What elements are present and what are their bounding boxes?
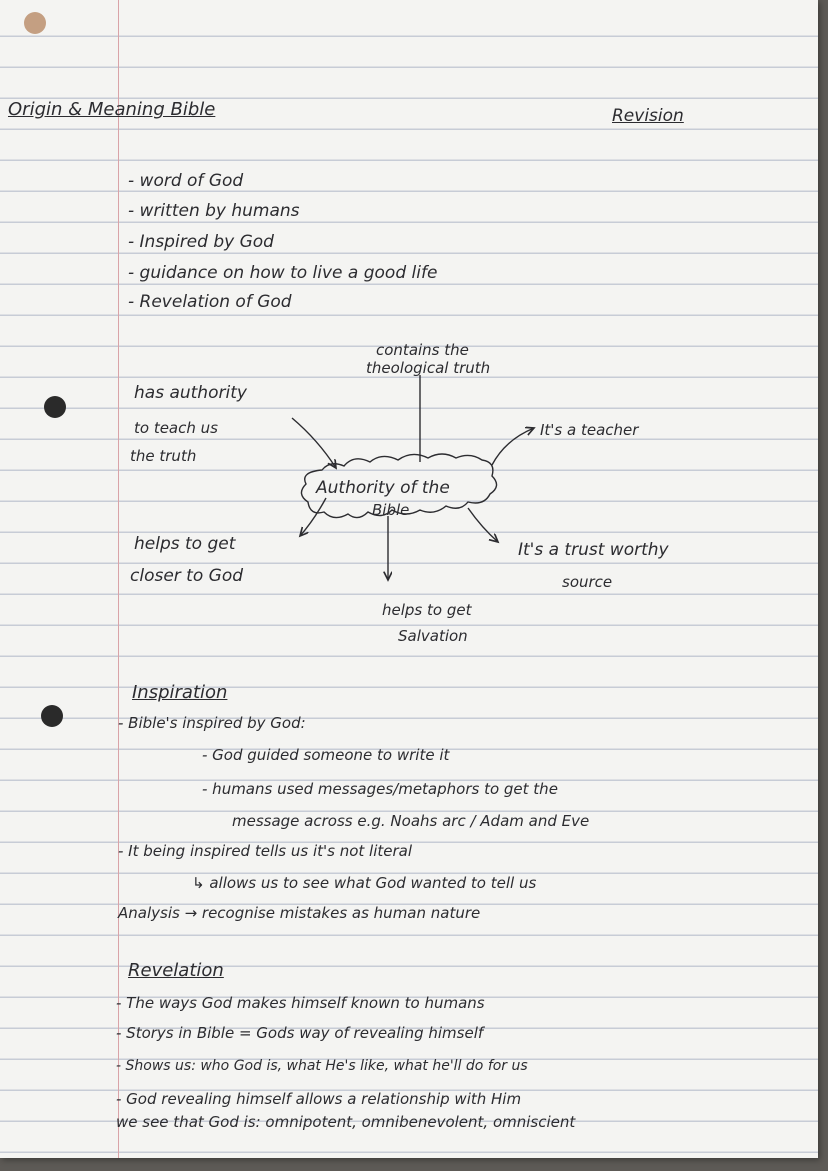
mindmap-right-bottom: source: [562, 573, 613, 591]
mindmap-left-top: has authority: [134, 383, 247, 403]
mindmap-top: theological truth: [366, 359, 491, 377]
origin-item: - Inspired by God: [128, 232, 274, 252]
arrow-left-bottom: [300, 498, 326, 536]
mindmap-top: contains the: [376, 341, 469, 359]
mindmap-bottom: Salvation: [398, 627, 468, 645]
mindmap-right-bottom: It's a trust worthy: [518, 540, 669, 560]
mindmap-center: Bible: [372, 501, 410, 519]
mindmap-center: Authority of the: [316, 478, 450, 498]
arrow-right-top: [492, 428, 534, 465]
mindmap-left-top: the truth: [130, 447, 197, 465]
mindmap-left-top: to teach us: [134, 419, 218, 437]
inspiration-line: message across e.g. Noahs arc / Adam and Eve: [232, 812, 590, 830]
revelation-line: - The ways God makes himself known to humans: [116, 994, 485, 1012]
inspiration-heading: Inspiration: [132, 682, 228, 703]
inspiration-line: Analysis → recognise mistakes as human nature: [118, 904, 481, 922]
arrow-right-bottom: [468, 508, 498, 542]
origin-item: - Revelation of God: [128, 292, 292, 312]
page-title: Origin & Meaning Bible: [8, 99, 216, 120]
inspiration-line: ↳ allows us to see what God wanted to tell us: [192, 874, 537, 892]
origin-item: - word of God: [128, 171, 244, 191]
revision-label: Revision: [612, 106, 684, 126]
revelation-heading: Revelation: [128, 960, 224, 981]
mindmap-left-bottom: closer to God: [130, 566, 244, 586]
revelation-line: - Storys in Bible = Gods way of revealing himself: [116, 1024, 484, 1042]
revelation-line: we see that God is: omnipotent, omnibenevolent, omniscient: [116, 1113, 576, 1131]
inspiration-line: - Bible's inspired by God:: [118, 714, 306, 732]
mindmap-right-top: It's a teacher: [540, 421, 639, 439]
origin-item: - guidance on how to live a good life: [128, 263, 438, 283]
mindmap-bottom: helps to get: [382, 601, 472, 619]
revelation-line: - God revealing himself allows a relationship with Him: [116, 1090, 522, 1108]
origin-item: - written by humans: [128, 201, 300, 221]
arrow-left-top: [292, 418, 336, 468]
revelation-line: - Shows us: who God is, what He's like, what he'll do for us: [116, 1058, 528, 1074]
inspiration-line: - humans used messages/metaphors to get the: [202, 780, 558, 798]
mindmap-left-bottom: helps to get: [134, 534, 236, 554]
inspiration-line: - God guided someone to write it: [202, 746, 450, 764]
inspiration-line: - It being inspired tells us it's not literal: [118, 842, 413, 860]
